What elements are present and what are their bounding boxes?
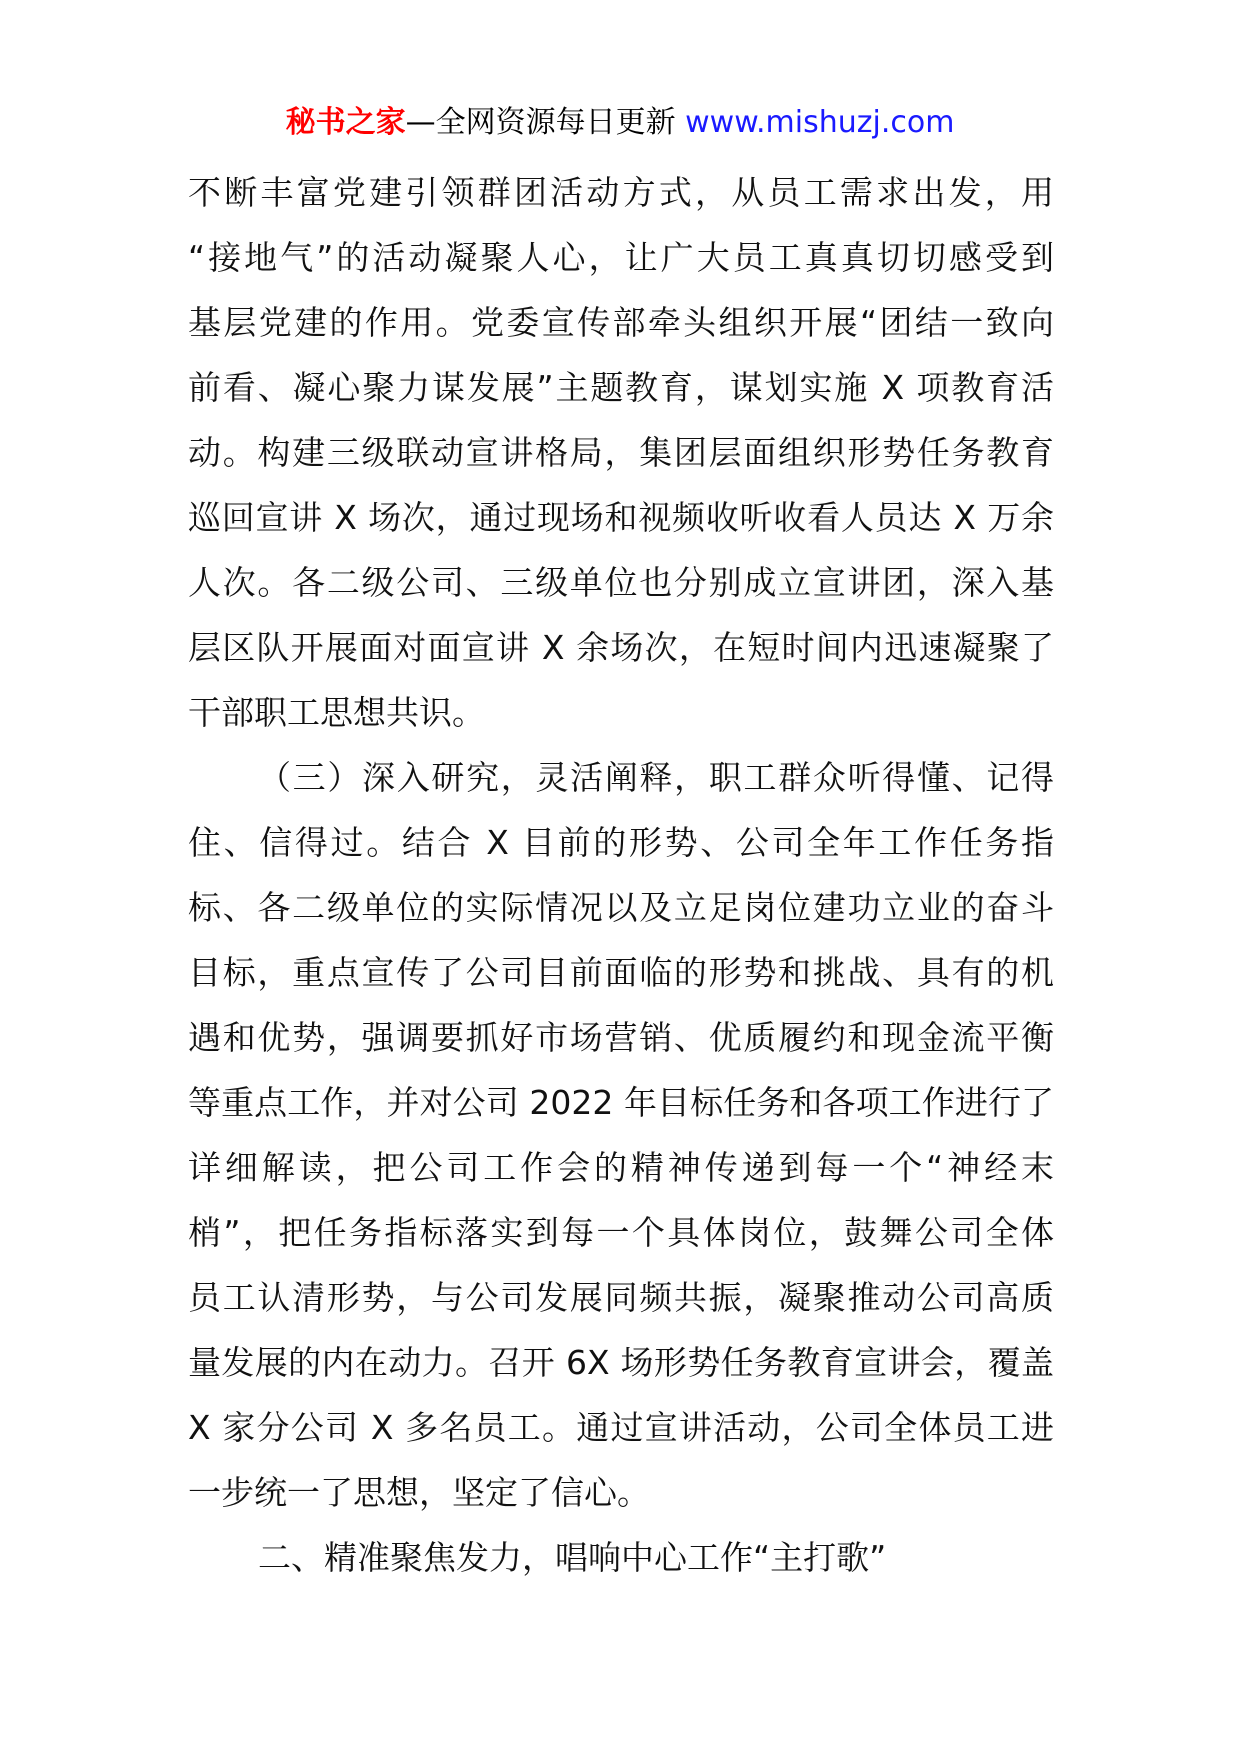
document-body	[188, 160, 1054, 1590]
paragraph-line: 梢”，把任务指标落实到每一个具体岗位，鼓舞公司全体	[188, 1213, 1054, 1252]
paragraph-line: 量发展的内在动力。召开 6X 场形势任务教育宣讲会，覆盖	[188, 1343, 1054, 1382]
paragraph-line: “接地气”的活动凝聚人心，让广大员工真真切切感受到	[188, 238, 1054, 277]
site-header	[0, 100, 1240, 146]
paragraph-line: 动。构建三级联动宣讲格局，集团层面组织形势任务教育	[188, 433, 1054, 472]
paragraph-line: 详细解读，把公司工作会的精神传递到每一个“神经末	[188, 1148, 1054, 1187]
paragraph-line: X 家分公司 X 多名员工。通过宣讲活动，公司全体员工进	[188, 1408, 1054, 1447]
paragraph-line: 巡回宣讲 X 场次，通过现场和视频收听收看人员达 X 万余	[188, 498, 1054, 537]
paragraph-line: 标、各二级单位的实际情况以及立足岗位建功立业的奋斗	[188, 888, 1054, 927]
paragraph-line: 层区队开展面对面宣讲 X 余场次，在短时间内迅速凝聚了	[188, 628, 1054, 667]
paragraph-line: 员工认清形势，与公司发展同频共振，凝聚推动公司高质	[188, 1278, 1054, 1317]
paragraph-line: 不断丰富党建引领群团活动方式，从员工需求出发，用	[188, 173, 1054, 212]
section-heading: 二、精准聚焦发力，唱响中心工作“主打歌”	[258, 1538, 887, 1577]
paragraph-line: （三）深入研究，灵活阐释，职工群众听得懂、记得	[258, 758, 1054, 797]
paragraph-line: 干部职工思想共识。	[188, 693, 485, 732]
header-brand: 秘书之家	[285, 105, 406, 140]
paragraph-line: 一步统一了思想，坚定了信心。	[188, 1473, 650, 1512]
paragraph-line: 人次。各二级公司、三级单位也分别成立宣讲团，深入基	[188, 563, 1054, 602]
paragraph-line: 基层党建的作用。党委宣传部牵头组织开展“团结一致向	[188, 303, 1054, 342]
paragraph-line: 目标，重点宣传了公司目前面临的形势和挑战、具有的机	[188, 953, 1054, 992]
paragraph-line: 住、信得过。结合 X 目前的形势、公司全年工作任务指	[188, 823, 1054, 862]
paragraph-line: 遇和优势，强调要抓好市场营销、优质履约和现金流平衡	[188, 1018, 1054, 1057]
header-slogan: —全网资源每日更新	[405, 105, 676, 140]
header-url-link[interactable]: www.mishuzj.com	[685, 105, 955, 140]
paragraph-line: 前看、凝心聚力谋发展”主题教育，谋划实施 X 项教育活	[188, 368, 1054, 407]
paragraph-line: 等重点工作，并对公司 2022 年目标任务和各项工作进行了	[188, 1083, 1054, 1122]
